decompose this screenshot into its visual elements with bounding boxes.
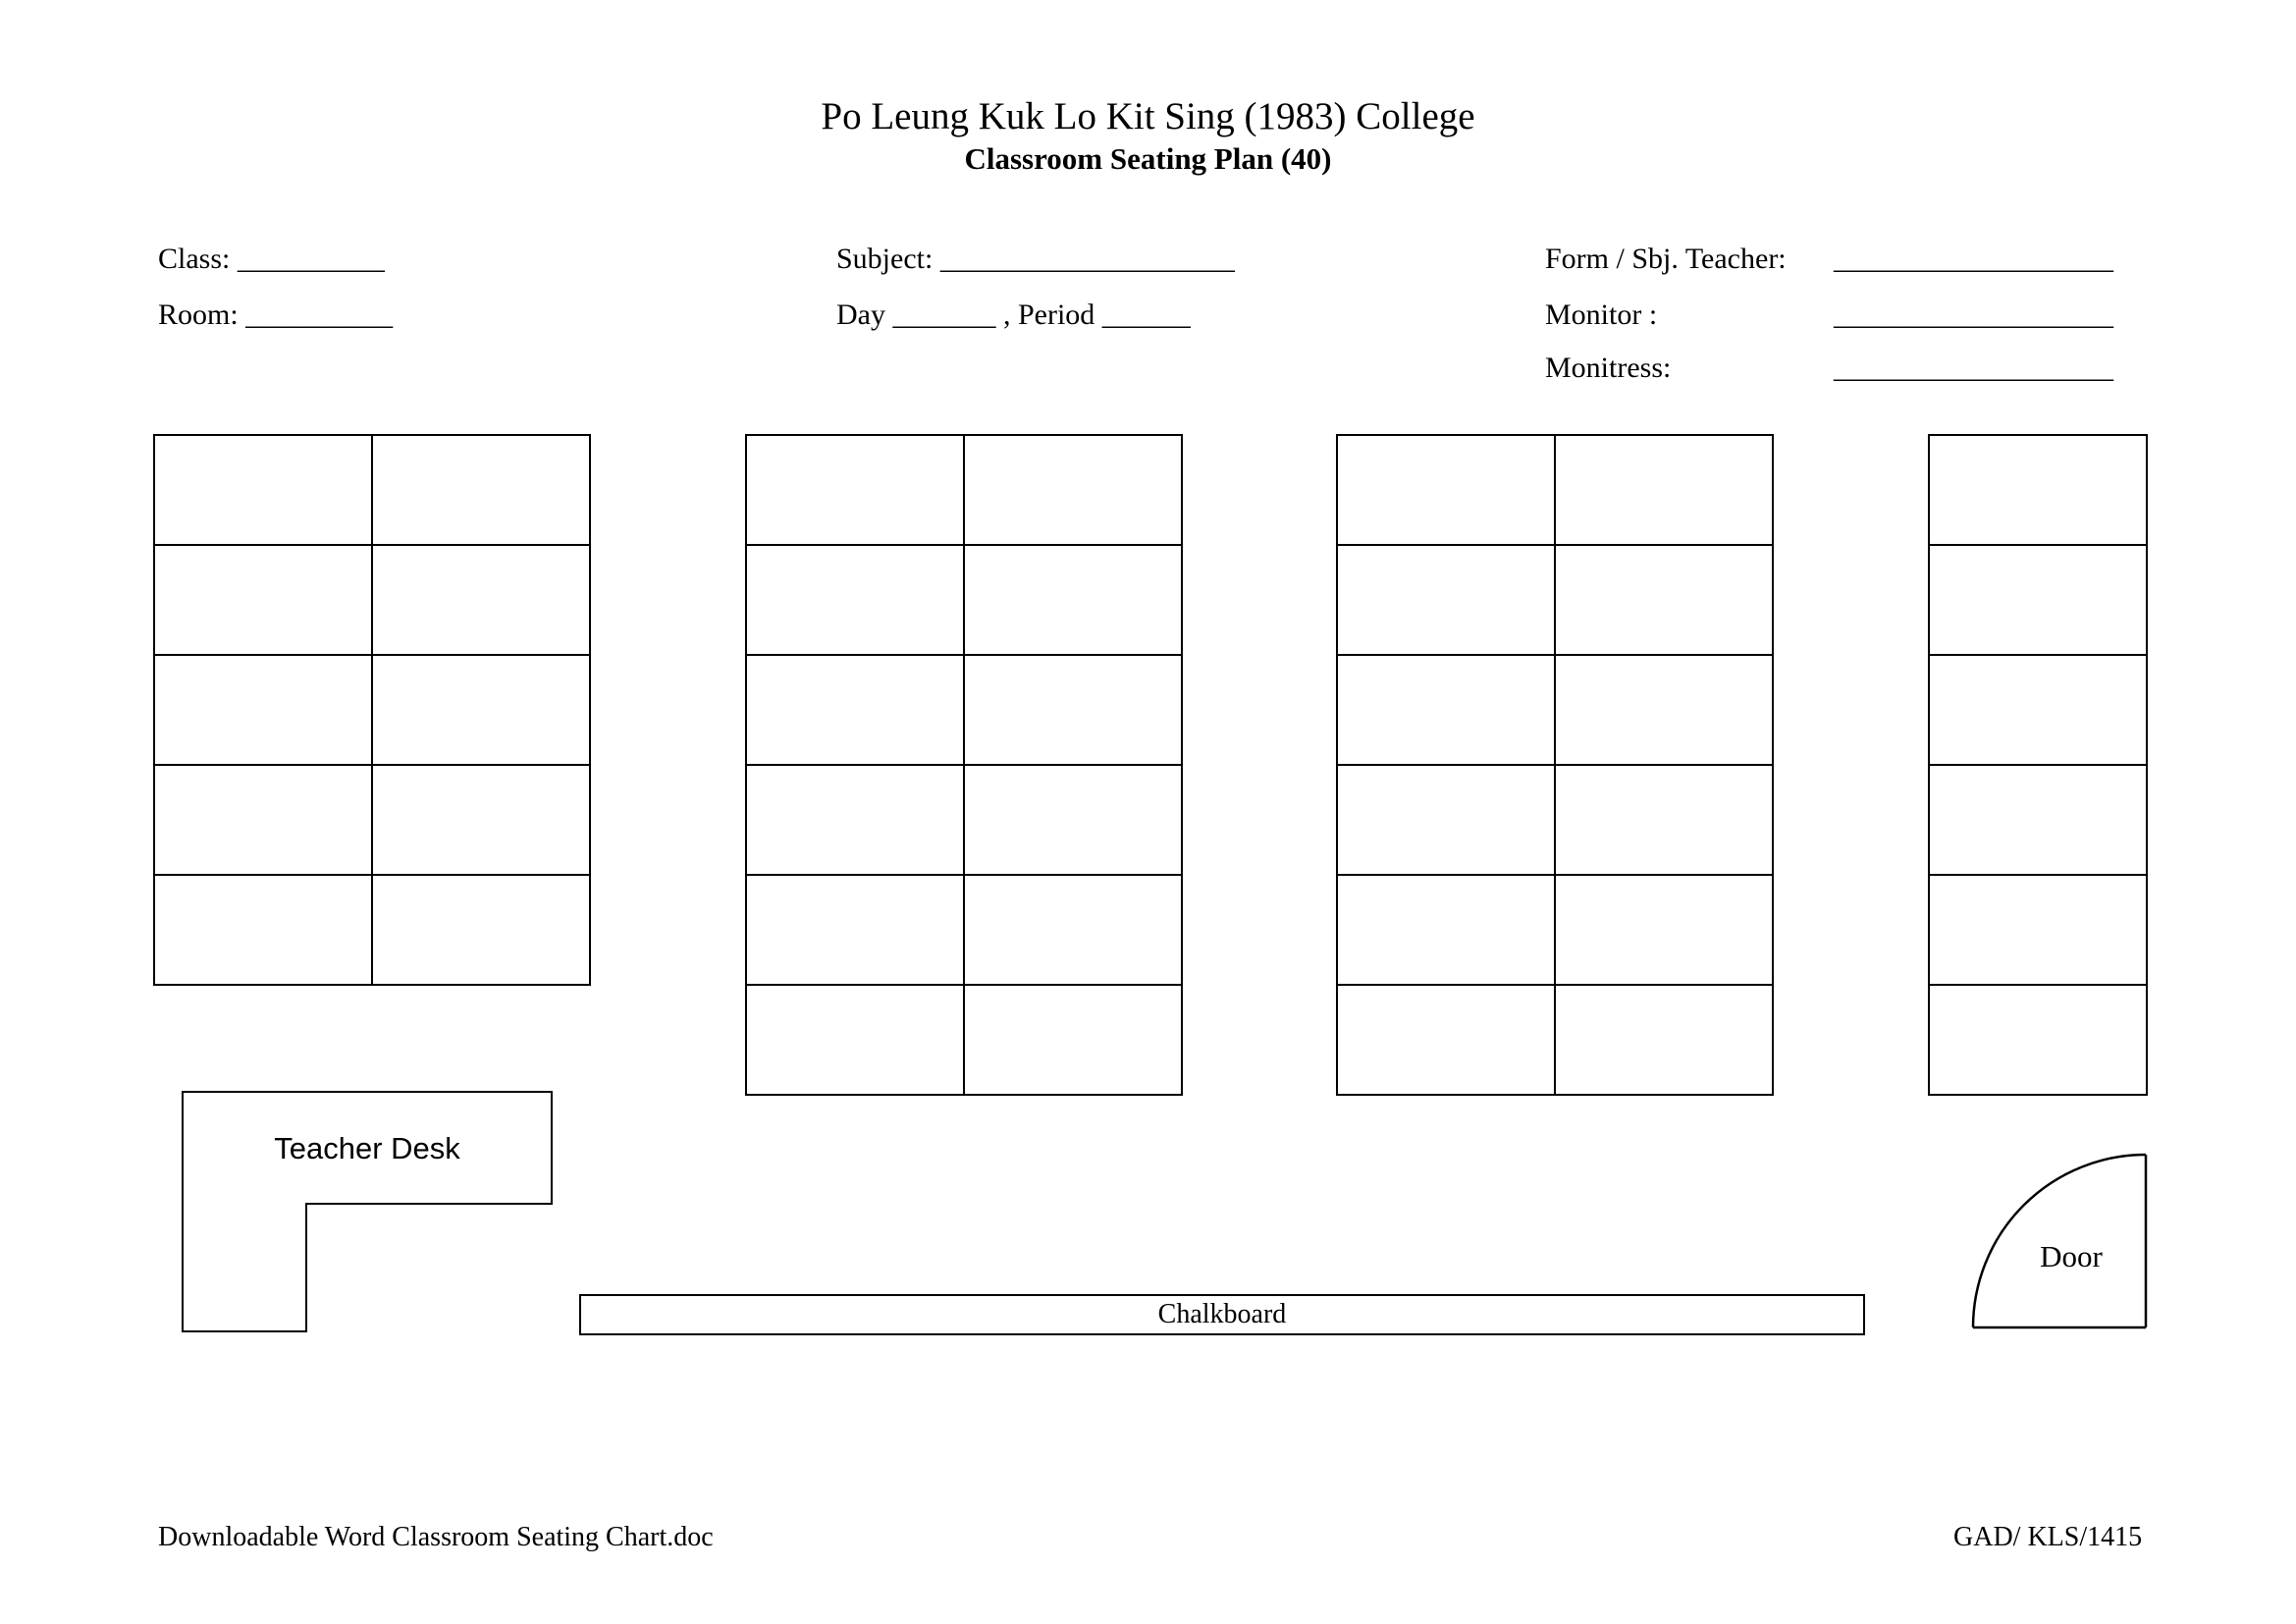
seat-cell[interactable]	[745, 984, 965, 1096]
seat-cell[interactable]	[1554, 654, 1774, 766]
seat-cell[interactable]	[153, 544, 373, 656]
seat-cell[interactable]	[1336, 984, 1556, 1096]
seat-cell[interactable]	[745, 764, 965, 876]
teacher-desk-label: Teacher Desk	[274, 1131, 460, 1165]
seat-cell[interactable]	[1928, 654, 2148, 766]
seat-cell[interactable]	[963, 764, 1183, 876]
monitress-line[interactable]: ___________________	[1834, 352, 2113, 384]
seat-cell[interactable]	[371, 654, 591, 766]
seating-block-1	[153, 434, 589, 984]
seat-cell[interactable]	[1554, 874, 1774, 986]
seat-cell[interactable]	[1336, 764, 1556, 876]
seat-cell[interactable]	[1554, 434, 1774, 546]
seat-cell[interactable]	[745, 874, 965, 986]
seat-cell[interactable]	[1928, 984, 2148, 1096]
seat-cell[interactable]	[153, 434, 373, 546]
page-title: Po Leung Kuk Lo Kit Sing (1983) College	[821, 95, 1475, 137]
seat-cell[interactable]	[371, 874, 591, 986]
seat-cell[interactable]	[371, 544, 591, 656]
seat-cell[interactable]	[963, 434, 1183, 546]
monitor-label: Monitor :	[1545, 298, 1658, 331]
seat-cell[interactable]	[1554, 544, 1774, 656]
monitress-label: Monitress:	[1545, 352, 1672, 384]
class-field[interactable]: Class: __________	[158, 243, 385, 275]
monitor-line[interactable]: ___________________	[1834, 298, 2113, 331]
teacher-desk	[177, 1088, 560, 1339]
form-teacher-label: Form / Sbj. Teacher:	[1545, 243, 1787, 275]
seat-cell[interactable]	[153, 654, 373, 766]
door-label: Door	[2040, 1239, 2103, 1273]
chalkboard: Chalkboard	[579, 1294, 1865, 1335]
seat-cell[interactable]	[1928, 544, 2148, 656]
seating-block-2	[745, 434, 1181, 1094]
seat-cell[interactable]	[963, 984, 1183, 1096]
seat-cell[interactable]	[1928, 874, 2148, 986]
seat-cell[interactable]	[153, 874, 373, 986]
seat-cell[interactable]	[745, 434, 965, 546]
seat-cell[interactable]	[963, 874, 1183, 986]
seating-block-3	[1336, 434, 1772, 1094]
seat-cell[interactable]	[1336, 544, 1556, 656]
seating-block-4	[1928, 434, 2146, 1094]
seat-cell[interactable]	[371, 434, 591, 546]
footer-filename: Downloadable Word Classroom Seating Chart.doc	[158, 1522, 714, 1552]
seat-cell[interactable]	[1336, 434, 1556, 546]
form-teacher-line[interactable]: ___________________	[1834, 243, 2113, 275]
seat-cell[interactable]	[153, 764, 373, 876]
seat-cell[interactable]	[1554, 764, 1774, 876]
seat-cell[interactable]	[963, 654, 1183, 766]
room-field[interactable]: Room: __________	[158, 298, 394, 331]
footer-code: GAD/ KLS/1415	[1953, 1522, 2143, 1552]
seat-cell[interactable]	[371, 764, 591, 876]
seat-cell[interactable]	[963, 544, 1183, 656]
day-period-field[interactable]: Day _______ , Period ______	[836, 298, 1191, 331]
subject-field[interactable]: Subject: ____________________	[836, 243, 1235, 275]
seat-cell[interactable]	[745, 654, 965, 766]
seat-cell[interactable]	[1336, 874, 1556, 986]
seat-cell[interactable]	[1928, 434, 2148, 546]
page-subtitle: Classroom Seating Plan (40)	[964, 141, 1332, 176]
seat-cell[interactable]	[1554, 984, 1774, 1096]
seat-cell[interactable]	[745, 544, 965, 656]
seat-cell[interactable]	[1336, 654, 1556, 766]
seat-cell[interactable]	[1928, 764, 2148, 876]
